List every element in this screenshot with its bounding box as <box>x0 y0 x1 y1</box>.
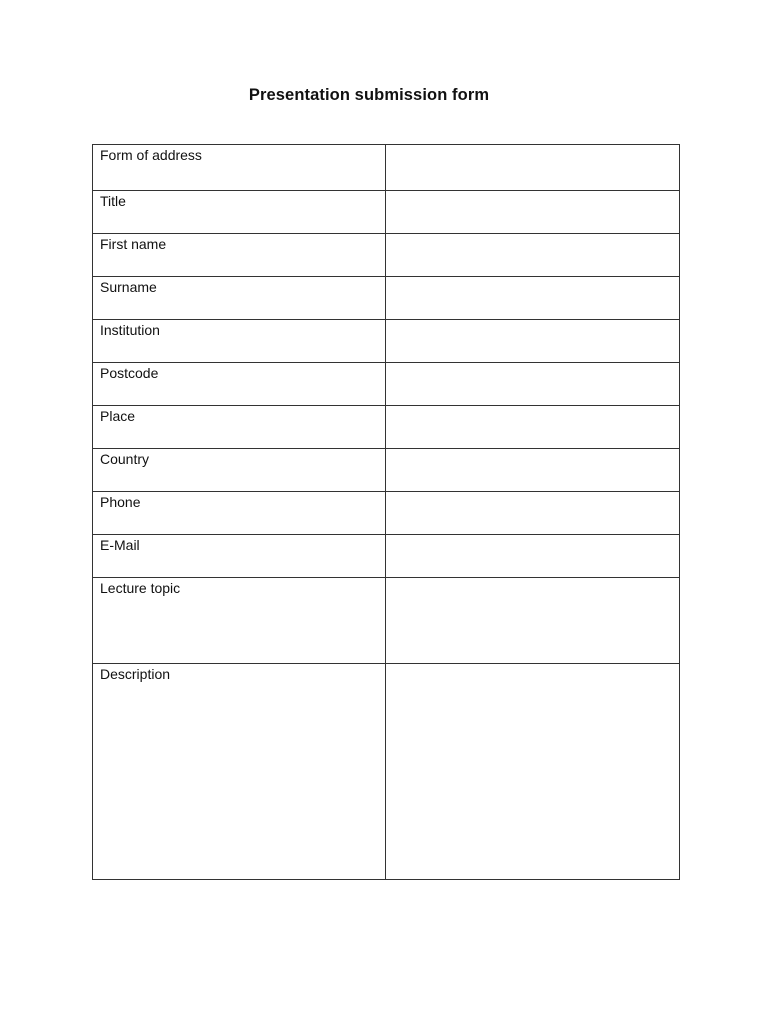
field-value-phone[interactable] <box>386 492 680 535</box>
form-row-form-of-address <box>93 145 680 191</box>
form-row-email <box>93 535 680 578</box>
field-label: First name <box>93 234 386 277</box>
field-label: Postcode <box>93 363 386 406</box>
field-value-postcode[interactable] <box>386 363 680 406</box>
field-label: Surname <box>93 277 386 320</box>
field-label: E-Mail <box>93 535 386 578</box>
field-value-email[interactable] <box>386 535 680 578</box>
form-row-place <box>93 406 680 449</box>
field-label: Description <box>93 664 386 880</box>
field-label: Form of address <box>93 145 386 191</box>
field-value-title[interactable] <box>386 191 680 234</box>
field-value-country[interactable] <box>386 449 680 492</box>
field-value-place[interactable] <box>386 406 680 449</box>
submission-form-table <box>92 144 680 880</box>
field-label: Title <box>93 191 386 234</box>
field-value-form-of-address[interactable] <box>386 145 680 191</box>
field-label: Lecture topic <box>93 578 386 664</box>
field-label: Institution <box>93 320 386 363</box>
form-row-institution <box>93 320 680 363</box>
form-row-surname <box>93 277 680 320</box>
field-label: Phone <box>93 492 386 535</box>
form-row-country <box>93 449 680 492</box>
field-value-institution[interactable] <box>386 320 680 363</box>
form-row-phone <box>93 492 680 535</box>
field-label: Country <box>93 449 386 492</box>
field-value-lecture-topic[interactable] <box>386 578 680 664</box>
field-value-surname[interactable] <box>386 277 680 320</box>
form-row-first-name <box>93 234 680 277</box>
form-row-title <box>93 191 680 234</box>
form-row-description <box>93 664 680 880</box>
form-row-lecture-topic <box>93 578 680 664</box>
field-value-first-name[interactable] <box>386 234 680 277</box>
form-row-postcode <box>93 363 680 406</box>
field-value-description[interactable] <box>386 664 680 880</box>
field-label: Place <box>93 406 386 449</box>
form-title: Presentation submission form <box>248 86 490 104</box>
